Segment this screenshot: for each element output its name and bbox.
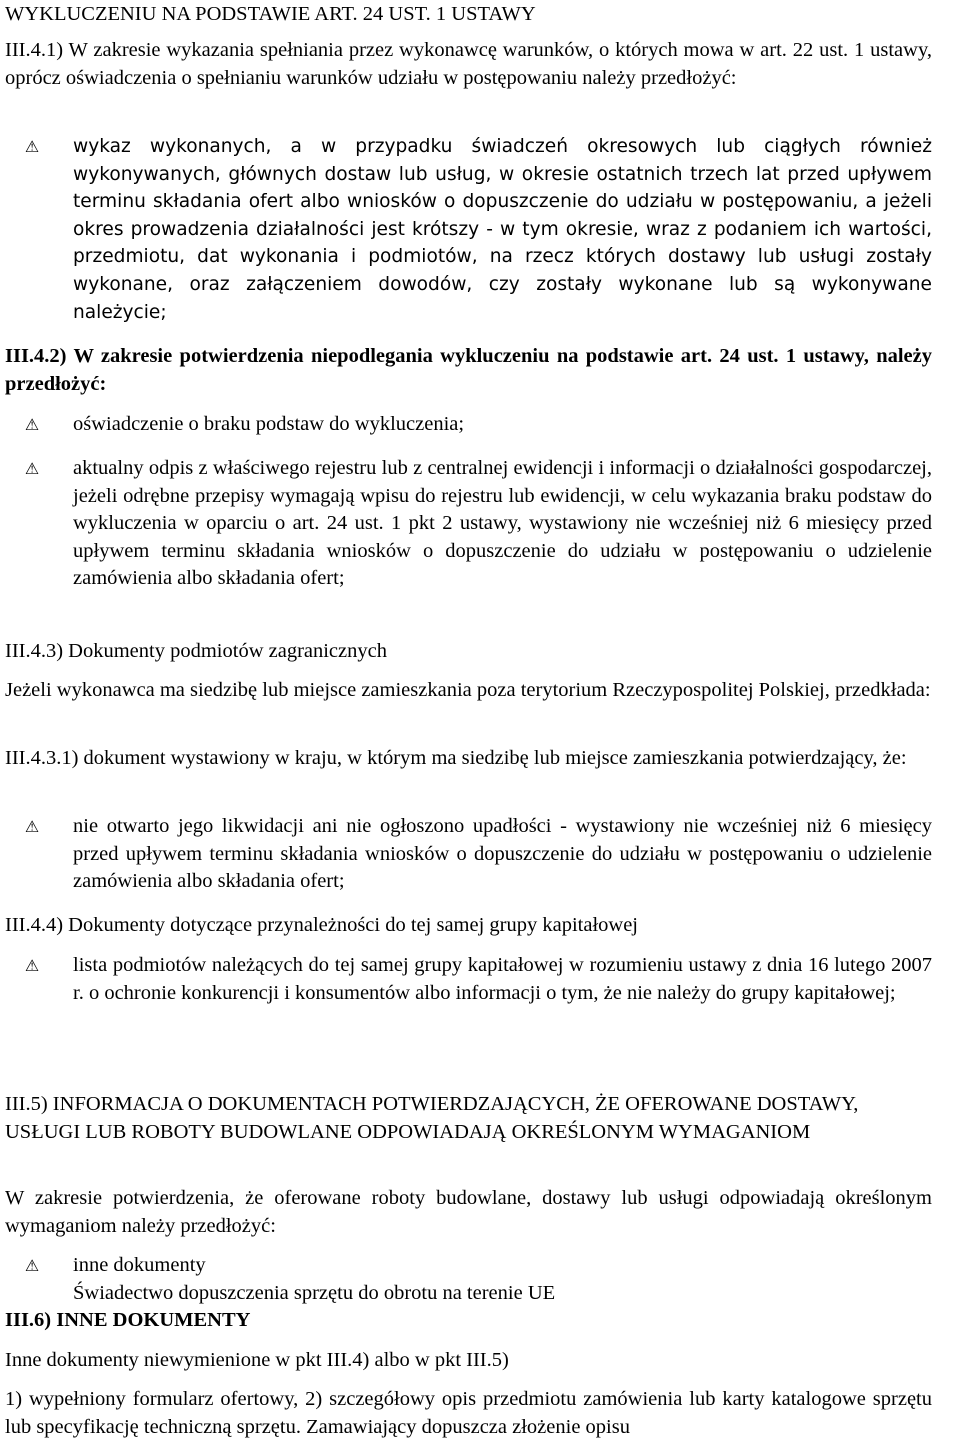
list-item: ⚠ lista podmiotów należących do tej samej grupy kapitałowej w rozumieniu ustawy z dnia 16 lutego 2007 r. o ochronie konkurencji i konsumentów albo informacji o tym, że nie należy do grupy kapitałowej; — [5, 952, 932, 1007]
top-heading: WYKLUCZENIU NA PODSTAWIE ART. 24 UST. 1 USTAWY — [5, 3, 536, 25]
bullet-icon: ⚠ — [24, 415, 40, 434]
list-item: ⚠ wykaz wykonanych, a w przypadku świadczeń okresowych lub ciągłych również wykonywanych, głównych dostaw lub usług, w okresie ostatnich trzech lat przed upływem terminu składania ofert albo wniosków o dopuszczenie do udziału w postępowaniu, a jeżeli okres prowadzenia działalności jest krótszy - w tym okresie, wraz z podaniem ich wartości, przedmiotu, dat wykonania i podmiotów, na rzecz których dostawy lub usługi zostały wykonane, oraz załączeniem dowodów, czy zostały wykonane lub są wykonywane należycie; — [5, 133, 932, 326]
section-4-3-1-heading: III.4.3.1) dokument wystawiony w kraju, w którym ma siedzibę lub miejsce zamieszkania potwierdzający, że: — [5, 747, 907, 769]
bullet-icon: ⚠ — [24, 817, 40, 836]
section-4-4-heading: III.4.4) Dokumenty dotyczące przynależności do tej samej grupy kapitałowej — [5, 914, 638, 936]
section-6-heading: III.6) INNE DOKUMENTY — [5, 1309, 251, 1331]
list-item: ⚠ nie otwarto jego likwidacji ani nie ogłoszono upadłości - wystawiony nie wcześniej niż 6 miesięcy przed upływem terminu składania wniosków o dopuszczenie do udziału w postępowaniu o udzielenie zamówienia albo składania ofert; — [5, 813, 932, 896]
bullet-icon: ⚠ — [24, 459, 40, 478]
section-4-3-intro: Jeżeli wykonawca ma siedzibę lub miejsce zamieszkania poza terytorium Rzeczypospolitej Polskiej, przedkłada: — [5, 679, 931, 701]
section-4-3-heading: III.4.3) Dokumenty podmiotów zagranicznych — [5, 640, 387, 662]
list-item: ⚠ aktualny odpis z właściwego rejestru lub z centralnej ewidencji i informacji o działalności gospodarczej, jeżeli odrębne przepisy wymagają wpisu do rejestru lub ewidencji, w celu wykazania braku podstaw do wykluczenia w oparciu o art. 24 ust. 1 pkt 2 ustawy, wystawiony nie wcześniej niż 6 miesięcy przed upływem terminu składania wniosków o dopuszczenie do udziału w postępowaniu o udzielenie zamówienia albo składania ofert; — [5, 455, 932, 593]
item-detail: Świadectwo dopuszczenia sprzętu do obrotu na terenie UE — [73, 1281, 556, 1304]
section-6-intro: Inne dokumenty niewymienione w pkt III.4) albo w pkt III.5) — [5, 1349, 509, 1371]
section-5-heading: III.5) INFORMACJA O DOKUMENTACH POTWIERDZAJĄCYCH, ŻE OFEROWANE DOSTAWY, USŁUGI LUB ROBOTY BUDOWLANE ODPOWIADAJĄ OKREŚLONYM WYMAGANIOM — [5, 1093, 859, 1143]
section-6-text: 1) wypełniony formularz ofertowy, 2) szczegółowy opis przedmiotu zamówienia lub karty katalogowe sprzętu lub specyfikację techniczną sprzętu. Zamawiający dopuszcza złożenie opisu — [5, 1388, 932, 1438]
section-4-1-heading: III.4.1) W zakresie wykazania spełniania przez wykonawcę warunków, o których mowa w art. 22 ust. 1 ustawy, oprócz oświadczenia o spełnianiu warunków udziału w postępowaniu należy przedłożyć: — [5, 39, 932, 89]
list-item: ⚠ oświadczenie o braku podstaw do wykluczenia; — [5, 411, 932, 439]
section-5-intro: W zakresie potwierdzenia, że oferowane roboty budowlane, dostawy lub usługi odpowiadają określonym wymaganiom należy przedłożyć: — [5, 1187, 932, 1237]
list-item: ⚠ inne dokumenty Świadectwo dopuszczenia sprzętu do obrotu na terenie UE — [5, 1252, 932, 1307]
bullet-icon: ⚠ — [24, 956, 40, 975]
section-4-2-heading: III.4.2) W zakresie potwierdzenia niepodlegania wykluczeniu na podstawie art. 24 ust. 1 ustawy, należy przedłożyć: — [5, 345, 932, 395]
bullet-icon: ⚠ — [24, 137, 40, 156]
bullet-icon: ⚠ — [24, 1256, 40, 1275]
